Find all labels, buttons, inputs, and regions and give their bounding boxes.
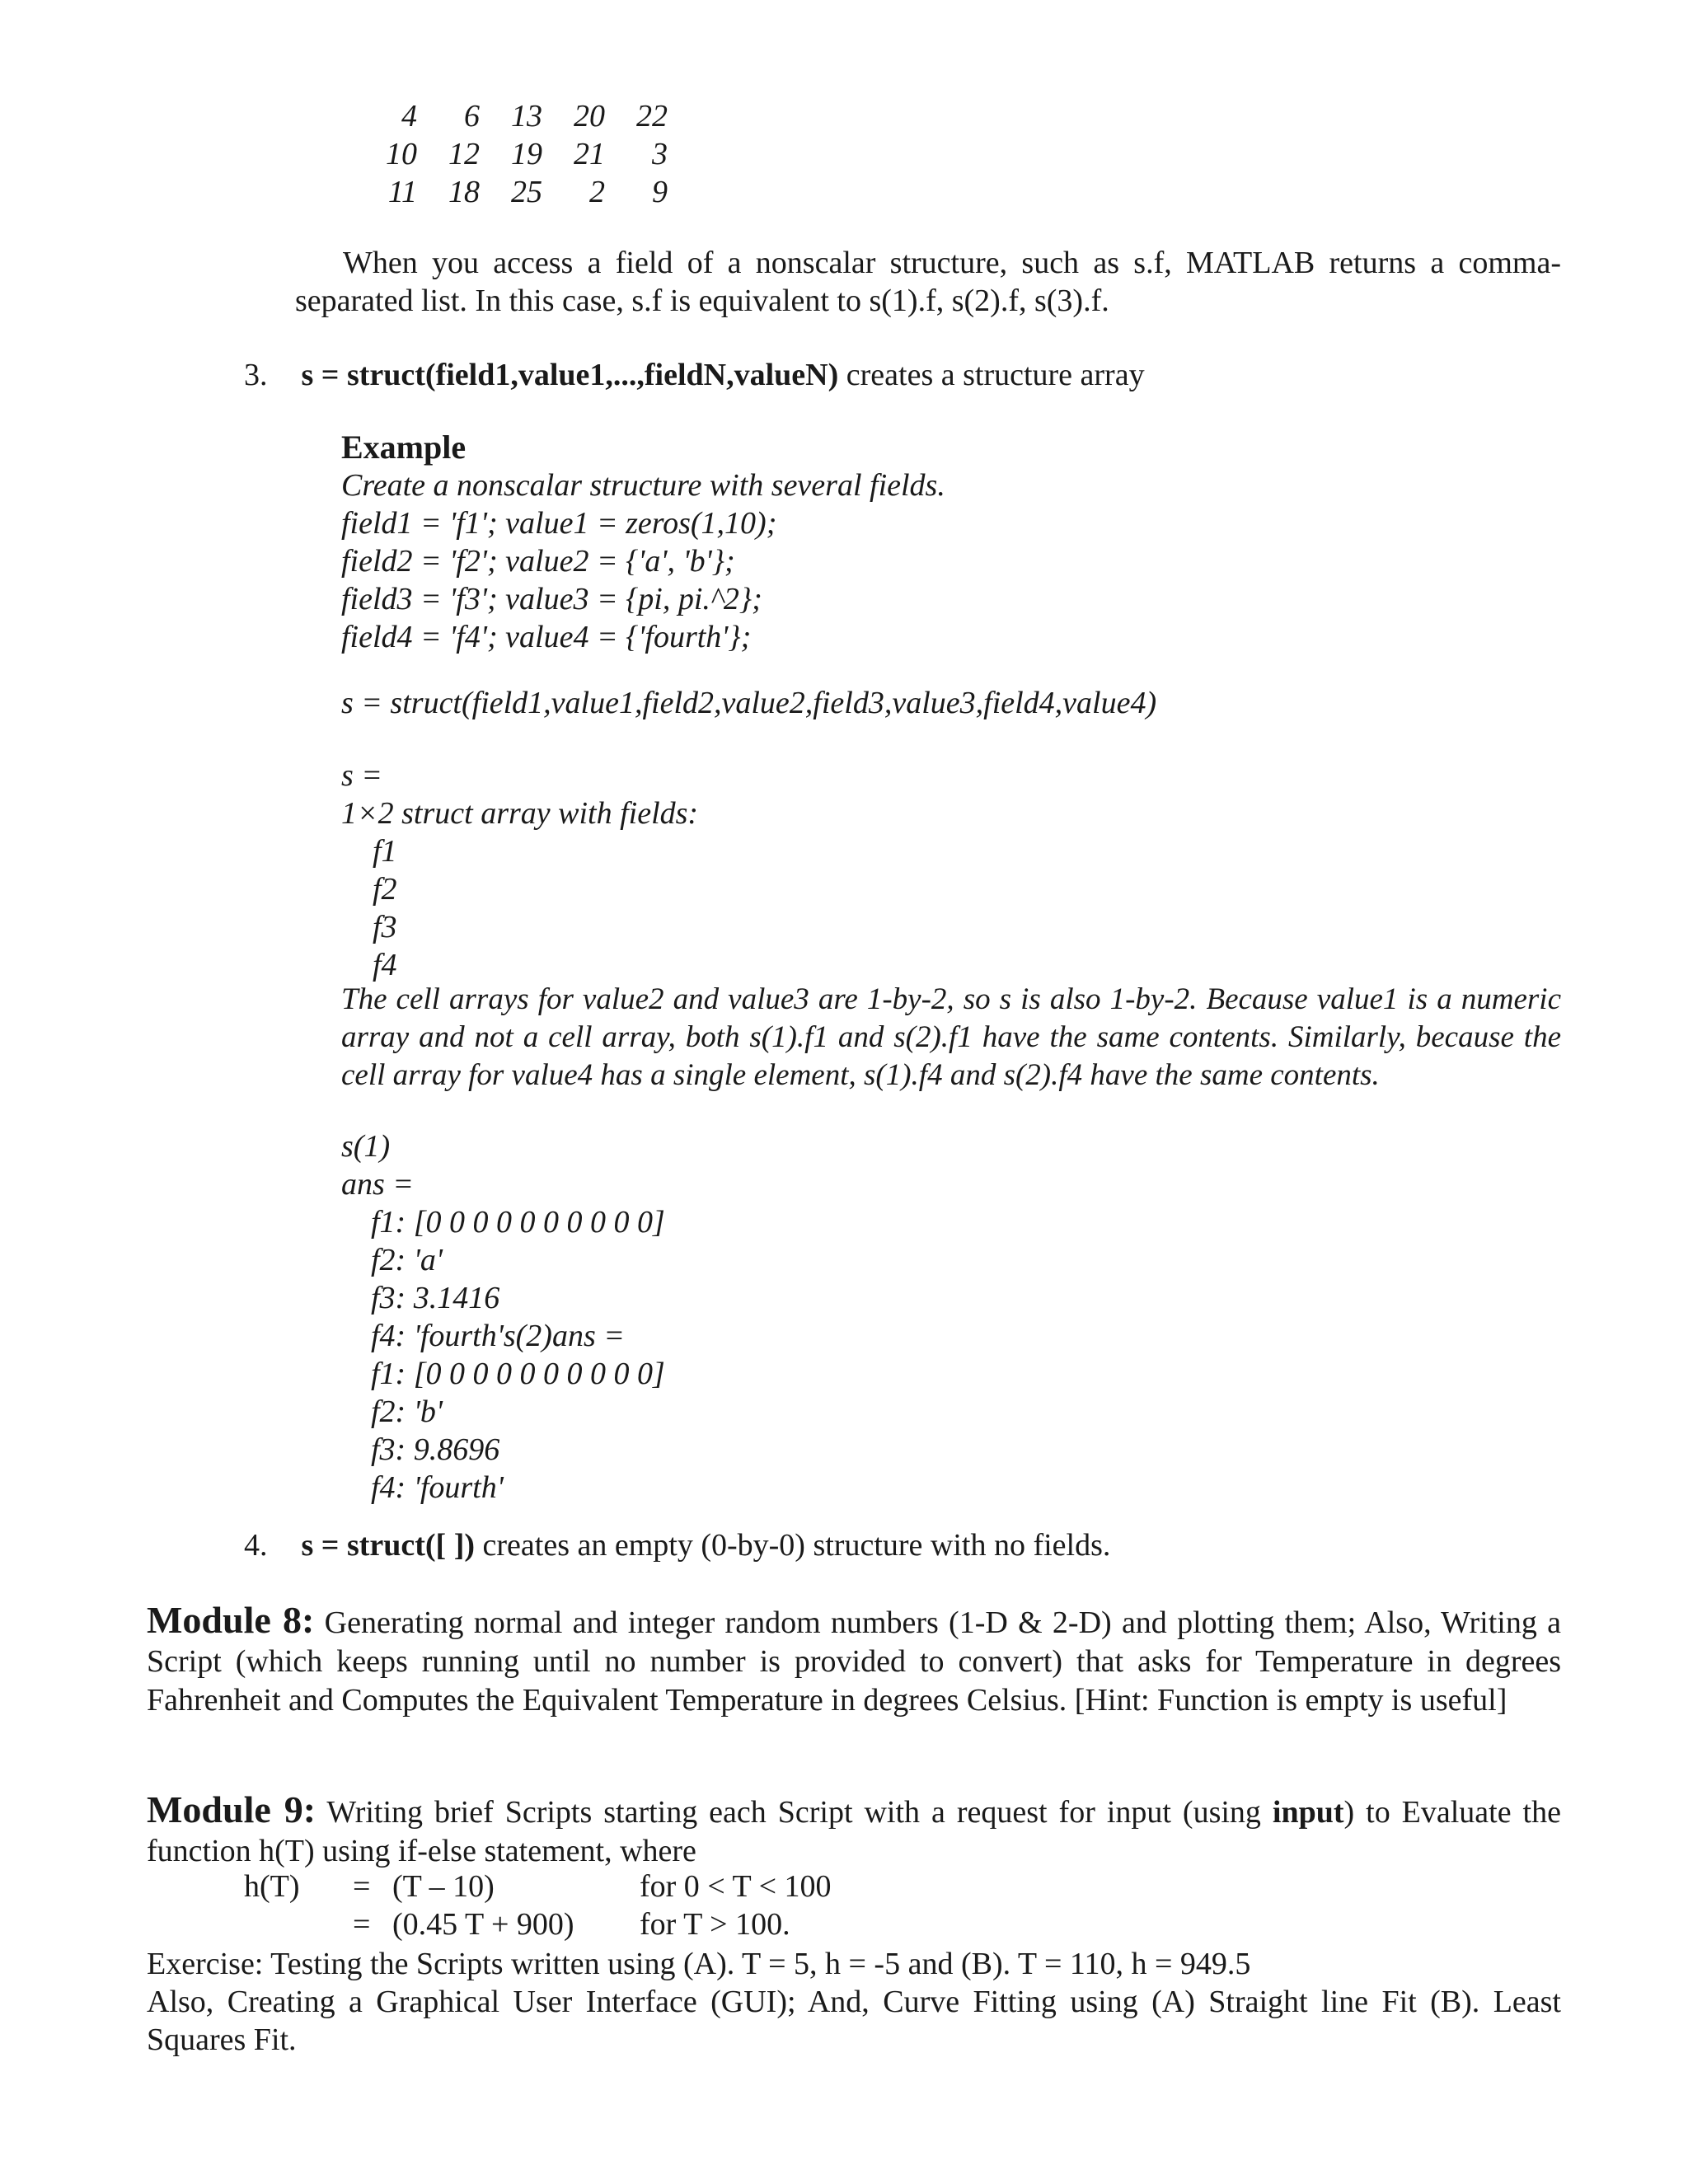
case-2-condition: for T > 100. — [640, 1907, 790, 1942]
matrix-cell: 25 — [511, 175, 542, 209]
item-number: 4. — [244, 1528, 268, 1563]
struct-call: s = struct(field1,value1,field2,value2,field3,value3,field4,value4) — [341, 686, 1157, 720]
module-text: Writing brief Scripts starting each Script with a request for input (using — [316, 1795, 1273, 1830]
matrix-cell: 19 — [511, 137, 542, 171]
item-4 — [244, 1526, 1110, 1564]
output-line: f2: 'b' — [371, 1394, 443, 1429]
matrix-cell: 18 — [448, 175, 480, 209]
item-3 — [244, 356, 1145, 394]
matrix-row — [354, 173, 668, 211]
code-line: field3 = 'f3'; value3 = {pi, pi.^2}; — [341, 582, 762, 616]
field-name: f1 — [373, 834, 397, 869]
matrix-cell: 11 — [387, 175, 417, 209]
output-line: f4: 'fourth's(2)ans = — [371, 1319, 625, 1353]
example-code — [341, 466, 945, 656]
matrix-cell: 2 — [589, 175, 605, 209]
output-line: f3: 3.1416 — [371, 1281, 500, 1315]
field-name: f3 — [373, 910, 397, 944]
module-title: Module 8: — [147, 1599, 315, 1641]
module-8 — [147, 1601, 1561, 1720]
item-description: creates an empty (0-by-0) structure with no fields. — [475, 1528, 1111, 1563]
input-keyword: input — [1272, 1795, 1344, 1830]
also-text: Also, Creating a Graphical User Interface (GUI); And, Curve Fitting using (A) Straight line Fit (B). Least Squares Fit. — [147, 1985, 1561, 2057]
matrix-cell: 21 — [574, 137, 605, 171]
struct-syntax: s = struct([ ]) — [301, 1528, 476, 1563]
module-title: Module 9: — [147, 1788, 316, 1830]
output-head: s = — [341, 758, 382, 793]
s1-output — [341, 1127, 665, 1507]
ans-label: ans = — [341, 1167, 414, 1202]
h-label: h(T) — [244, 1869, 300, 1904]
case-2-expression: (0.45 T + 900) — [392, 1907, 574, 1942]
item-description: creates a structure array — [838, 358, 1145, 392]
matrix-cell: 10 — [386, 137, 417, 171]
matrix-cell: 22 — [636, 99, 668, 134]
matrix-cell: 12 — [448, 137, 480, 171]
example-heading: Example — [341, 429, 467, 466]
matrix-cell: 4 — [401, 99, 417, 134]
output-line: f2: 'a' — [371, 1243, 443, 1277]
field-name: f4 — [373, 948, 397, 982]
s1-call: s(1) — [341, 1129, 391, 1164]
matrix-cell: 13 — [511, 99, 542, 134]
output-line: f4: 'fourth' — [371, 1470, 504, 1505]
code-line: field2 = 'f2'; value2 = {'a', 'b'}; — [341, 544, 735, 579]
case-1-condition: for 0 < T < 100 — [640, 1869, 832, 1904]
magic-square — [354, 97, 668, 211]
output-description: 1×2 struct array with fields: — [341, 796, 699, 831]
item-number: 3. — [244, 358, 268, 392]
module-text: Generating normal and integer random numbers (1-D & 2-D) and plotting them; Also, Writing a Script (which keeps running until no number is provided to convert) that asks for Temperature in degrees Fahrenheit and Computes the Equivalent Temperature in degrees Celsius. [Hint: Function is empty is useful] — [147, 1605, 1561, 1718]
output-line: f1: [0 0 0 0 0 0 0 0 0 0] — [371, 1205, 665, 1240]
exercise-text: Exercise: Testing the Scripts written using (A). T = 5, h = -5 and (B). T = 110, h = 949.5 — [147, 1947, 1251, 1981]
example-explanation: The cell arrays for value2 and value3 are 1-by-2, so s is also 1-by-2. Because value1 is a numeric array and not a cell array, both s(1).f1 and s(2).f1 have the same contents. Similarly, because the cell array for value4 has a single element, s(1).f4 and s(2).f4 have the same contents. — [341, 982, 1561, 1092]
output-line: f1: [0 0 0 0 0 0 0 0 0 0] — [371, 1357, 665, 1391]
equals-sign: = — [353, 1907, 371, 1942]
module-text: ) to Evaluate the function h(T) using if-else statement, where — [147, 1795, 1561, 1868]
output-line: f3: 9.8696 — [371, 1432, 500, 1467]
nonscalar-note: When you access a field of a nonscalar structure, such as s.f, MATLAB returns a comma-separated list. In this case, s.f is equivalent to s(1).f, s(2).f, s(3).f. — [295, 246, 1561, 318]
example-intro: Create a nonscalar structure with several fields. — [341, 468, 945, 503]
matrix-cell: 3 — [652, 137, 668, 171]
field-name: f2 — [373, 872, 397, 907]
matrix-cell: 9 — [652, 175, 668, 209]
equals-sign: = — [353, 1869, 371, 1904]
code-line: field1 = 'f1'; value1 = zeros(1,10); — [341, 506, 777, 541]
struct-output — [341, 757, 698, 984]
matrix-row — [354, 97, 668, 135]
module-9 — [147, 1790, 1561, 1871]
matrix-row — [354, 135, 668, 173]
case-1-expression: (T – 10) — [392, 1869, 495, 1904]
code-line: field4 = 'f4'; value4 = {'fourth'}; — [341, 620, 752, 654]
struct-syntax: s = struct(field1,value1,...,fieldN,valueN) — [301, 358, 839, 392]
matrix-cell: 6 — [464, 99, 480, 134]
matrix-cell: 20 — [574, 99, 605, 134]
